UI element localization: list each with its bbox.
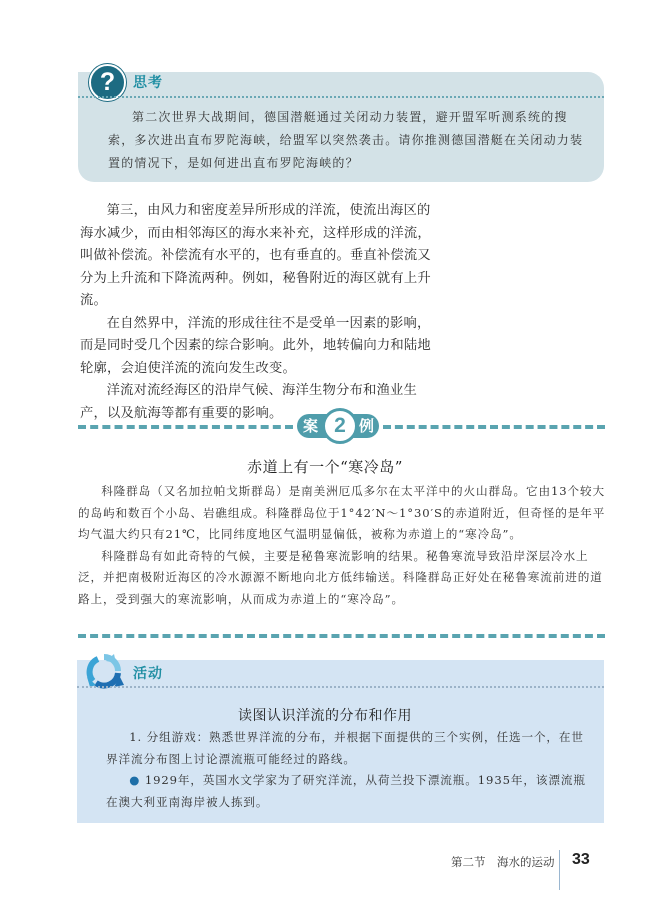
- footer-divider: [559, 850, 560, 890]
- activity-divider: [77, 686, 604, 688]
- body-paragraph: 在自然界中，洋流的形成往往不是受单一因素的影响，而是同时受几个因素的综合影响。此外，地转偏向力和陆地轮廓，会迫使洋流的流向发生改变。: [80, 315, 431, 376]
- activity-title: 活动: [133, 665, 163, 681]
- activity-text: [106, 727, 586, 813]
- case-label-right: 例: [359, 418, 375, 435]
- case-paragraph: 科隆群岛有如此奇特的气候，主要是秘鲁寒流影响的结果。秘鲁寒流导致沿岸深层冷水上泛，并把南极附近海区的冷水源源不断地向北方低纬输送。科隆群岛正好处在秘鲁寒流前进的道路上，受到强大的寒流影响，从而成为赤道上的“寒冷岛”。: [78, 548, 603, 606]
- activity-item: 1. 分组游戏：熟悉世界洋流的分布，并根据下面提供的三个实例，任选一个，在世界洋流分布图上讨论漂流瓶可能经过的路线。: [106, 730, 584, 766]
- question-mark-icon: ?: [89, 64, 126, 101]
- footer-section-label: 第二节 海水的运动: [451, 857, 555, 869]
- case-number-badge: 2: [322, 408, 358, 444]
- case-dash-left: [78, 425, 293, 429]
- case-end-dash: [78, 634, 605, 638]
- case-title: 赤道上有一个“寒冷岛”: [247, 458, 403, 476]
- case-label-left: 案: [303, 418, 319, 435]
- case-text: [78, 481, 608, 610]
- page-number: 33: [572, 851, 590, 868]
- think-box-title: 思考: [133, 74, 163, 90]
- case-paragraph: 科隆群岛（又名加拉帕戈斯群岛）是南美洲厄瓜多尔在太平洋中的火山群岛。它由13个较大的岛屿和数百个小岛、岩礁组成。科隆群岛位于1°42′N～1°30′S的赤道附近，但奇怪的是年平均气温大约只有21℃，比同纬度地区气温明显偏低，被称为赤道上的“寒冷岛”。: [78, 484, 606, 541]
- body-paragraph: 洋流对流经海区的沿岸气候、海洋生物分布和渔业生产，以及航海等都有重要的影响。: [80, 383, 418, 421]
- think-box-text: 第二次世界大战期间，德国潜艇通过关闭动力装置，避开盟军听测系统的搜索，多次进出直布罗陀海峡，给盟军以突然袭击。请你推测德国潜艇在关闭动力装置的情况下，是如何进出直布罗陀海峡的？: [108, 110, 584, 170]
- activity-heading: 读图认识洋流的分布和作用: [238, 708, 412, 724]
- case-dash-right: [383, 425, 605, 429]
- activity-example: [106, 770, 586, 813]
- body-text: [80, 200, 432, 425]
- think-divider: [78, 96, 604, 98]
- cycle-arrows-icon: [84, 651, 124, 691]
- bullet-icon: ●: [129, 773, 141, 787]
- activity-example-text: 1929年，英国水文学家为了研究洋流，从荷兰投下漂流瓶。1935年，该漂流瓶在澳大利亚南海岸被人拣到。: [106, 773, 586, 809]
- body-paragraph: 第三，由风力和密度差异所形成的洋流，使流出海区的海水减少，而由相邻海区的海水来补充，这样形成的洋流，叫做补偿流。补偿流有水平的，也有垂直的。垂直补偿流又分为上升流和下降流两种。例如，秘鲁附近的海区就有上升流。: [80, 203, 431, 308]
